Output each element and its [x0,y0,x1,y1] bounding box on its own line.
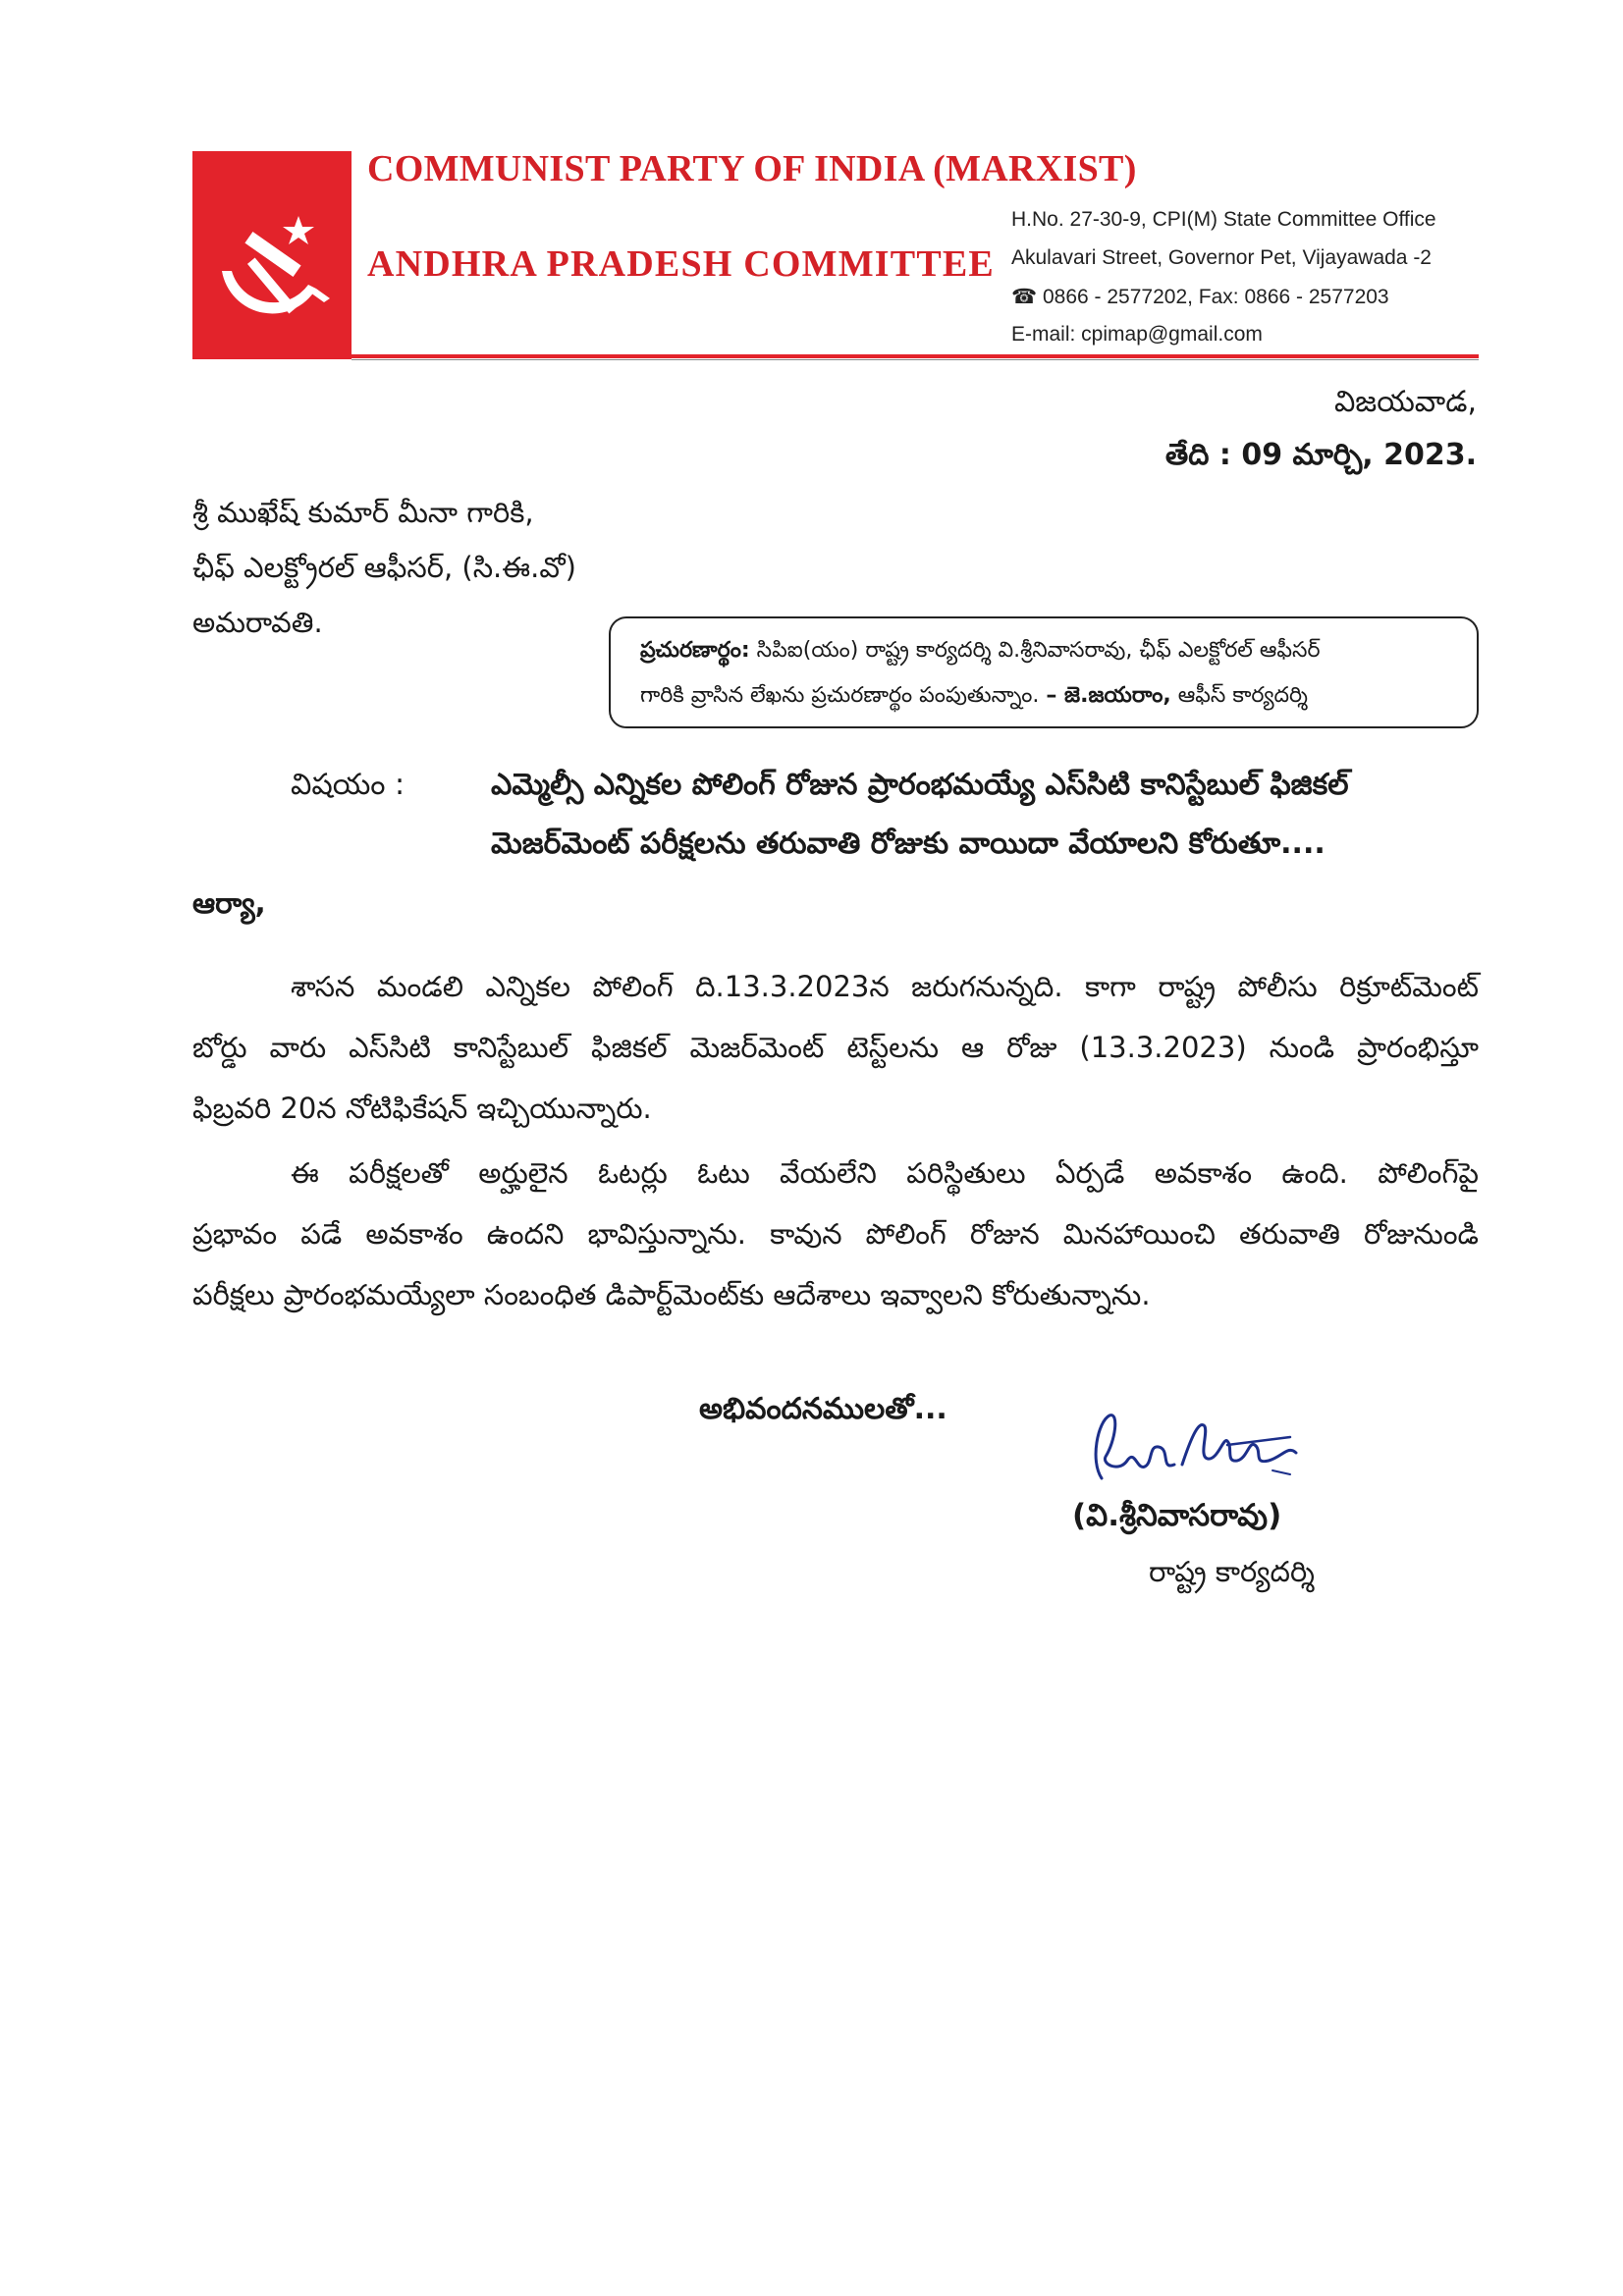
header-divider-thin [352,359,1479,360]
committee-name: ANDHRA PRADESH COMMITTEE [367,243,995,285]
party-logo [192,151,352,359]
phone-line: ☎ 0866 - 2577202, Fax: 0866 - 2577203 [1011,286,1389,308]
address-line-1: H.No. 27-30-9, CPI(M) State Committee Office [1011,208,1436,231]
paragraph-1-line-1: శాసన మండలి ఎన్నికల పోలింగ్ ది.13.3.2023న జరుగనున్నది. కాగా రాష్ట్ర పోలీసు రిక్రూట్‌మెంట్ [291,970,1479,1003]
publication-note-line-2: గారికి వ్రాసిన లేఖను ప్రచురణార్థం పంపుతున్నాం. – జె.జయరాం, ఆఫీస్ కార్యదర్శి [640,683,1308,708]
header-divider [352,354,1479,358]
salutation: ఆర్యా, [192,886,266,920]
body-paragraph-2 [192,1143,1479,1325]
paragraph-2-line-1: ఈ పరీక్షలతో అర్హులైన ఓటర్లు ఓటు వేయలేని పరిస్థితులు ఏర్పడే అవకాశం ఉంది. పోలింగ్‌పై [291,1156,1479,1190]
email-line: E-mail: cpimap@gmail.com [1011,323,1263,346]
body-paragraph-1 [192,956,1479,1139]
paragraph-2-line-3: పరీక్షలు ప్రారంభమయ్యేలా సంబంధిత డిపార్ట్‌మెంట్‌కు ఆదేశాలు ఇవ్వాలని కోరుతున్నాను. [192,1278,1151,1311]
recipient-title: ఛీఫ్ ఎలక్ట్రోరల్ ఆఫీసర్, (సి.ఈ.వో) [192,551,576,584]
handwritten-signature [1080,1402,1375,1500]
org-name: COMMUNIST PARTY OF INDIA (MARXIST) [367,148,1137,189]
subject-line-2: మెజర్‌మెంట్ పరీక్షలను తరువాతి రోజుకు వాయిదా వేయాలని కోరుతూ.... [491,827,1325,861]
paragraph-2-line-2: ప్రభావం పడే అవకాశం ఉందని భావిస్తున్నాను. కావున పోలింగ్ రోజున మినహాయించి తరువాతి రోజునుండి [192,1217,1479,1251]
recipient-location: అమరావతి. [192,606,323,639]
hammer-sickle-star-icon [192,151,352,359]
letter-date: తేది : 09 మార్చి, 2023. [1164,438,1477,472]
address-line-2: Akulavari Street, Governor Pet, Vijayawada -2 [1011,246,1432,269]
signatory-name: (వి.శ్రీనివాసరావు) [1072,1498,1282,1533]
closing: అభివందనములతో... [699,1392,947,1426]
telephone-icon: ☎ [1011,286,1043,308]
subject-label: విషయం : [291,768,406,802]
signatory-designation: రాష్ట్ర కార్యదర్శి [1149,1555,1315,1588]
publication-note-line-1: ప్రచురణార్థం: సిపిఐ(యం) రాష్ట్ర కార్యదర్శి వి.శ్రీనివాసరావు, ఛీఫ్ ఎలక్టోరల్ ఆఫీసర్ [640,638,1321,663]
paragraph-1-line-3: ఫిబ్రవరి 20న నోటిఫికేషన్ ఇచ్చియున్నారు. [192,1092,652,1125]
subject-line-1: ఎమ్మెల్సీ ఎన్నికల పోలింగ్ రోజున ప్రారంభమయ్యే ఎస్‌సిటి కానిస్టేబుల్ ఫిజికల్ [491,768,1349,802]
paragraph-1-line-2: బోర్డు వారు ఎస్‌సిటి కానిస్టేబుల్ ఫిజికల్ మెజర్‌మెంట్ టెస్ట్‌లను ఆ రోజు (13.3.2023) నుండి ప్రారంభిస్తూ [192,1031,1479,1064]
publication-note-box [609,616,1479,728]
recipient-name: శ్రీ ముఖేష్ కుమార్ మీనా గారికి, [192,496,534,529]
place: విజయవాడ, [1333,385,1477,419]
